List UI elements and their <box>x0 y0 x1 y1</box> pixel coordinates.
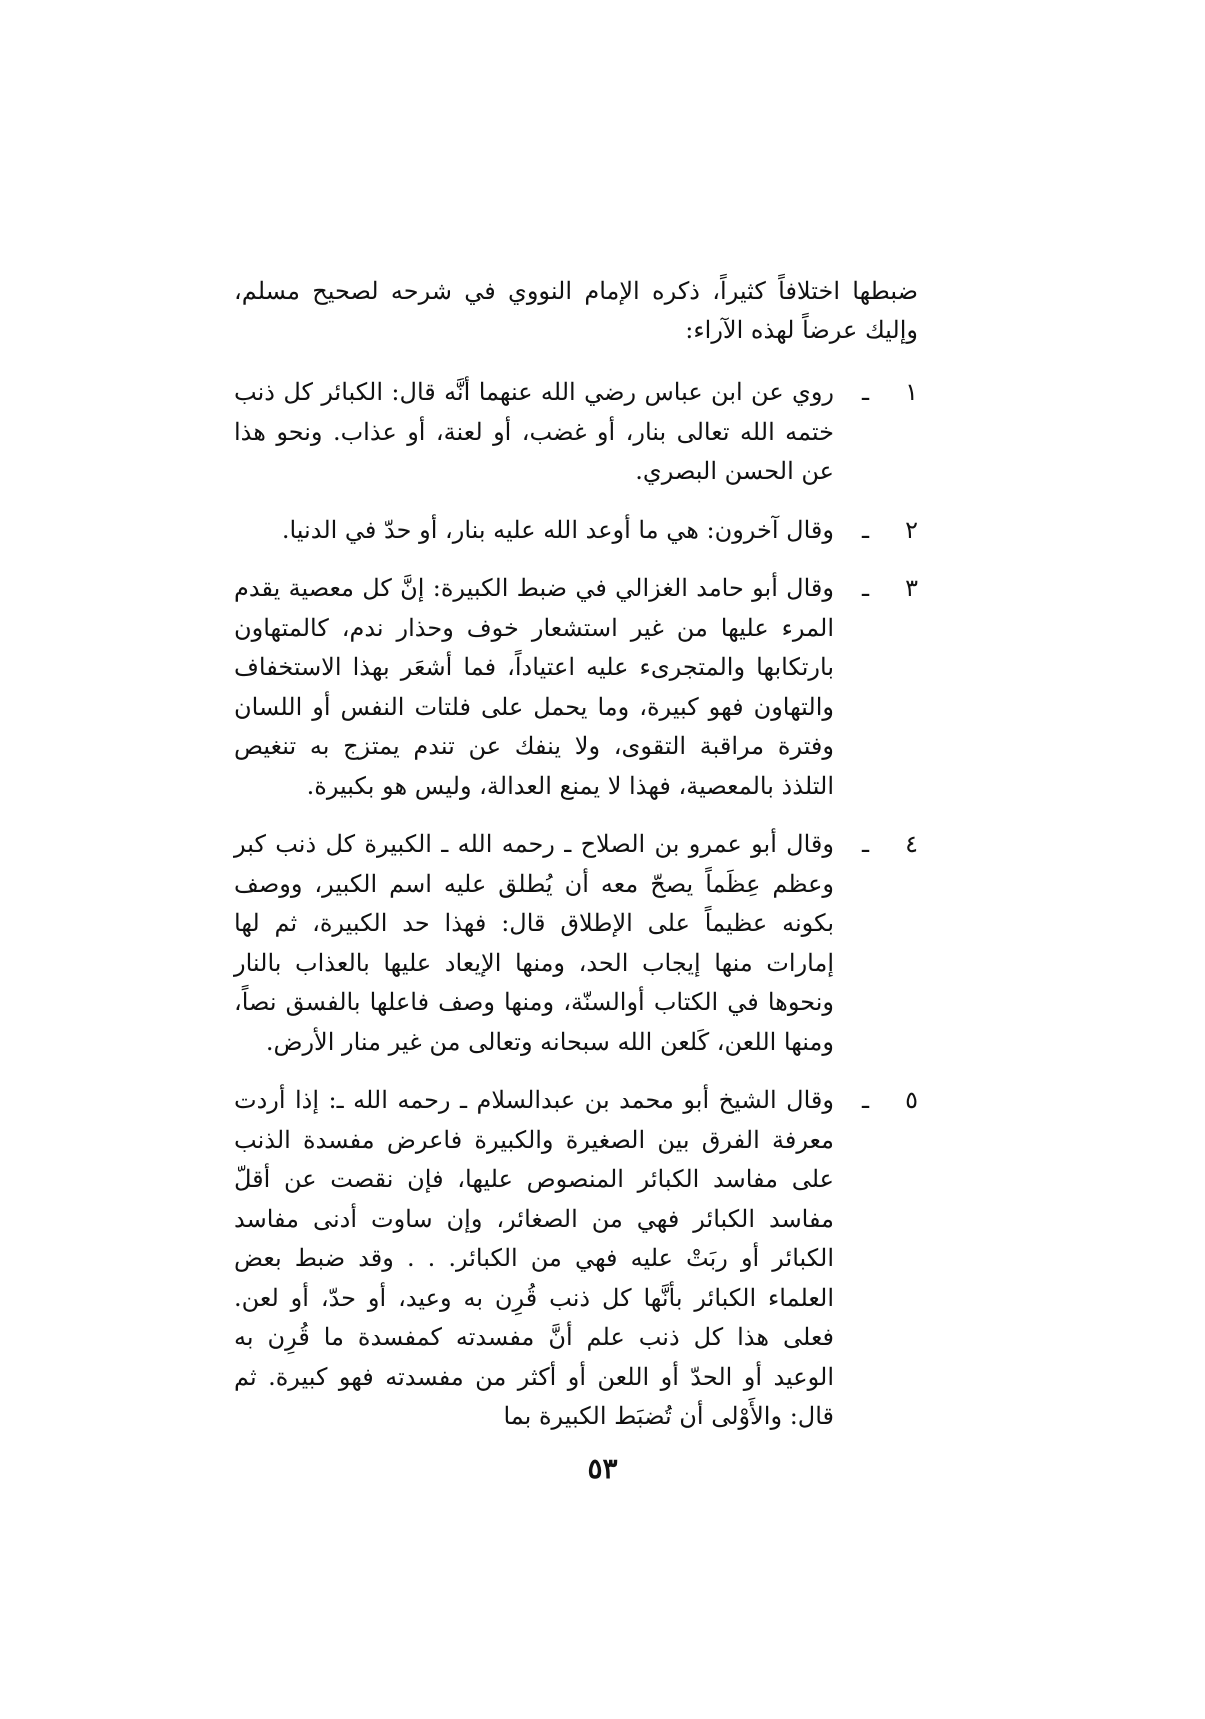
item-number-dash: ـ <box>862 830 870 858</box>
item-text-1: روي عن ابن عباس رضي الله عنهما أنَّه قال: الكبائر كل ذنب ختمه الله تعالى بنار، أو غضب، أو لعنة، أو عذاب. ونحو هذا عن الحسن البصري. <box>234 378 834 485</box>
item-number-4 <box>862 825 918 865</box>
item-number-dash: ـ <box>862 515 870 544</box>
item-number-digit: ٥ <box>905 1086 918 1114</box>
main-text <box>234 272 918 1456</box>
list-item-2 <box>234 511 918 551</box>
list-item-4 <box>234 825 918 1062</box>
item-text-3: وقال أبو حامد الغزالي في ضبط الكبيرة: إنَّ كل معصية يقدم المرء عليها من غير استشعار خوف وحذار ندم، كالمتهاون بارتكابها والمتجرىء عليه اعتياداً، فما أشعَر بهذا الاستخفاف والتهاون فهو كبيرة، وما يحمل على فلتات النفس أو اللسان وفترة مراقبة التقوى، ولا ينفك عن تندم يمتزج به تنغيص التلذذ بالمعصية، فهذا لا يمنع العدالة، وليس هو بكبيرة. <box>234 574 834 800</box>
item-number-digit: ٢ <box>905 515 918 544</box>
item-text-4: وقال أبو عمرو بن الصلاح ـ رحمه الله ـ الكبيرة كل ذنب كبر وعظم عِظَماً يصحّ معه أن يُطلق عليه اسم الكبير، ووصف بكونه عظيماً على الإطلاق قال: فهذا حد الكبيرة، ثم لها إمارات منها إيجاب الحد، ومنها الإيعاد عليها بالعذاب بالنار ونحوها في الكتاب أوالسنّة، ومنها وصف فاعلها بالفسق نصاً، ومنها اللعن، كَلعن الله سبحانه وتعالى من غير منار الأرض. <box>234 830 834 1056</box>
item-number-3 <box>862 569 918 609</box>
list-item-1 <box>234 373 918 492</box>
item-number-5 <box>862 1081 918 1121</box>
item-number-digit: ١ <box>905 378 918 406</box>
list-item-5 <box>234 1081 918 1437</box>
list-item-3 <box>234 569 918 806</box>
item-text-5: وقال الشيخ أبو محمد بن عبدالسلام ـ رحمه الله ـ: إذا أردت معرفة الفرق بين الصغيرة والكبيرة فاعرض مفسدة الذنب على مفاسد الكبائر المنصوص عليها، فإن نقصت عن أقلّ مفاسد الكبائر فهي من الصغائر، وإن ساوت أدنى مفاسد الكبائر أو ربَتْ عليه فهي من الكبائر. . . وقد ضبط بعض العلماء الكبائر بأنَّها كل ذنب قُرِن به وعيد، أو حدّ، أو لعن. فعلى هذا كل ذنب علم أنَّ مفسدته كمفسدة ما قُرِن به الوعيد أو الحدّ أو اللعن أو أكثر من مفسدته فهو كبيرة. ثم قال: والأَوْلى أن تُضبَط الكبيرة بما <box>234 1086 835 1430</box>
item-number-dash: ـ <box>862 574 870 602</box>
intro-paragraph: ضبطها اختلافاً كثيراً، ذكره الإمام النووي في شرحه لصحيح مسلم، وإليك عرضاً لهذه الآراء: <box>234 277 918 344</box>
item-number-2 <box>862 511 918 551</box>
item-number-digit: ٣ <box>905 574 918 602</box>
page-number: ٥٣ <box>587 1452 618 1485</box>
item-text-2: وقال آخرون: هي ما أوعد الله عليه بنار، أو حدّ في الدنيا. <box>281 515 834 544</box>
item-number-dash: ـ <box>862 1086 870 1114</box>
item-number-digit: ٤ <box>905 830 918 858</box>
item-number-1 <box>862 373 918 413</box>
item-number-dash: ـ <box>862 378 870 406</box>
